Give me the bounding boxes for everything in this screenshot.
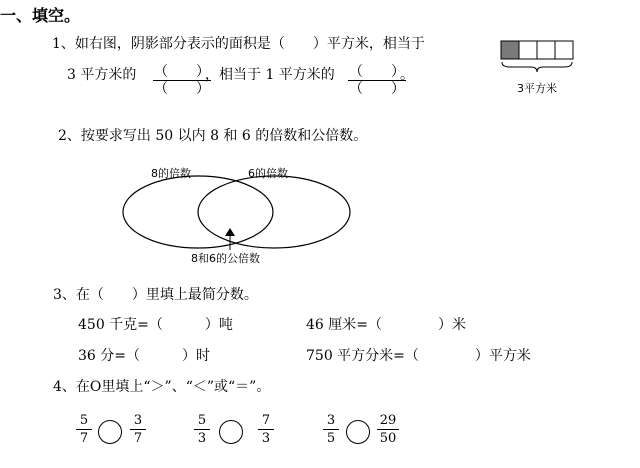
denominator: 3 — [261, 431, 271, 446]
venn-right-ellipse[interactable] — [198, 176, 350, 248]
numerator: 7 — [261, 413, 271, 428]
q2-text: 2、按要求写出 50 以内 8 和 6 的倍数和公倍数。 — [58, 128, 368, 144]
q1-fraction-blank-1-top: （ ） — [154, 64, 210, 80]
q4-pair3-left-fraction — [323, 413, 339, 446]
q4-pair1-right-fraction — [130, 413, 146, 446]
denominator: 3 — [197, 431, 207, 446]
q1-fraction-blank-1-bottom: （ ） — [154, 81, 210, 97]
q3-item-3[interactable]: 36 分=（ ）时 — [78, 348, 210, 364]
denominator: 5 — [326, 431, 336, 446]
denominator: 50 — [379, 431, 397, 446]
empty-cell — [555, 41, 573, 59]
q3-text: 3、在（ ）里填上最简分数。 — [53, 287, 258, 303]
denominator: 7 — [133, 431, 143, 446]
venn-label-left: 8的倍数 — [151, 167, 191, 180]
q4-pair2-right-fraction — [258, 413, 274, 446]
q3-item-2[interactable]: 46 厘米=（ ）米 — [306, 317, 466, 333]
q4-pair2-left-fraction — [194, 413, 210, 446]
numerator: 5 — [79, 413, 89, 428]
venn-label-common: 8和6的公倍数 — [191, 252, 260, 265]
arrow-up-icon — [225, 228, 235, 236]
shaded-cell — [501, 41, 519, 59]
q4-text: 4、在O里填上“＞”、“＜”或“＝”。 — [53, 379, 271, 395]
empty-cell — [519, 41, 537, 59]
q1-line2-c: 。 — [400, 67, 414, 83]
venn-label-right: 6的倍数 — [248, 167, 288, 180]
q1-fraction-blank-2-top: （ ） — [349, 64, 405, 80]
numerator: 5 — [197, 413, 207, 428]
q1-line1: 1、如右图，阴影部分表示的面积是（ ）平方米，相当于 — [52, 36, 425, 52]
q4-pair3-compare-circle[interactable] — [346, 420, 370, 444]
figure-label: 3平方米 — [517, 82, 557, 95]
q1-fraction-blank-1[interactable] — [153, 64, 211, 97]
q4-pair3-right-fraction — [377, 413, 399, 446]
numerator: 29 — [379, 413, 397, 428]
q4-pair1-left-fraction — [76, 413, 92, 446]
q4-pair2-compare-circle[interactable] — [219, 420, 243, 444]
empty-cell — [537, 41, 555, 59]
q4-pair1-compare-circle[interactable] — [98, 420, 122, 444]
q1-line2-a: 3 平方米的 — [67, 67, 137, 83]
q3-item-4[interactable]: 750 平方分米=（ ）平方米 — [306, 348, 531, 364]
venn-diagram — [118, 170, 368, 250]
section-title: 一、填空。 — [0, 6, 81, 25]
denominator: 7 — [79, 431, 89, 446]
q3-item-1[interactable]: 450 千克=（ ）吨 — [78, 317, 233, 333]
brace-icon — [502, 62, 572, 72]
numerator: 3 — [133, 413, 143, 428]
q1-fraction-blank-2-bottom: （ ） — [349, 81, 405, 97]
q1-line2-b: ，相当于 1 平方米的 — [205, 67, 335, 83]
q1-fraction-blank-2[interactable] — [348, 64, 406, 97]
numerator: 3 — [326, 413, 336, 428]
